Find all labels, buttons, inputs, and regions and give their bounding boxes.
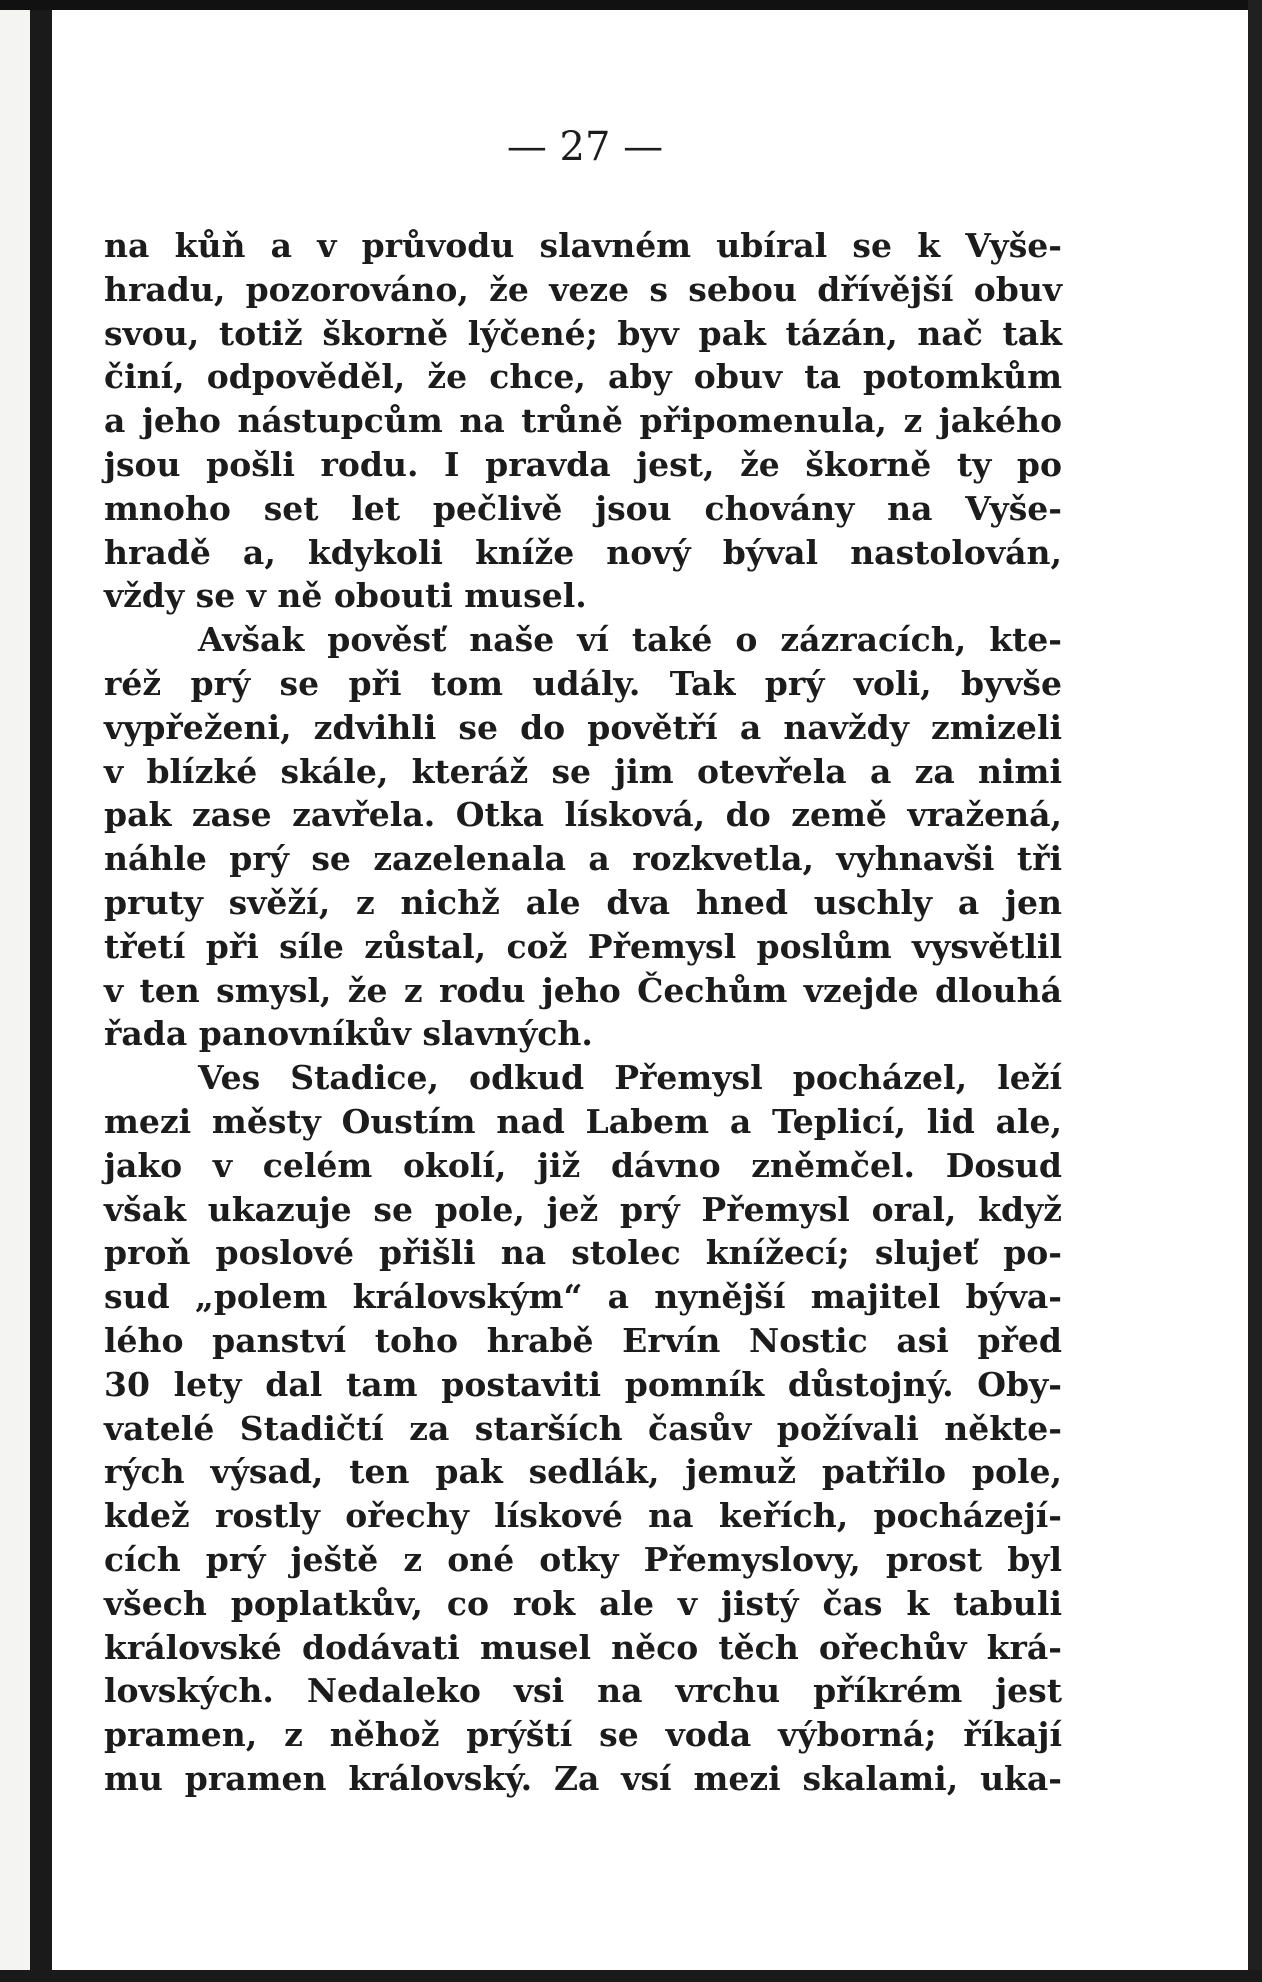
text-line: pramen, z něhož prýští se voda výborná; říkají	[104, 1715, 1062, 1755]
scan-edge-bottom	[0, 1970, 1262, 1982]
paragraph	[104, 618, 1062, 1056]
text-line: v blízké skále, kteráž se jim otevřela a za nimi	[104, 751, 1062, 791]
text-line: královské dodávati musel něco těch ořechův krá-	[104, 1627, 1062, 1667]
text-line: náhle prý se zazelenala a rozkvetla, vyhnavši tři	[104, 839, 1062, 879]
text-line: Avšak pověsť naše ví také o zázracích, kte-	[198, 620, 1062, 660]
text-line: réž prý se při tom udály. Tak prý voli, byvše	[104, 663, 1062, 703]
text-line: činí, odpověděl, že chce, aby obuv ta potomkům	[104, 357, 1062, 397]
text-line: lého panství toho hrabě Ervín Nostic asi před	[104, 1320, 1062, 1360]
scan-edge-right	[1248, 0, 1262, 1982]
text-line: třetí při síle zůstal, což Přemysl poslům vysvětlil	[104, 926, 1062, 966]
text-line: pruty svěží, z nichž ale dva hned uschly a jen	[104, 882, 1062, 922]
text-line: vatelé Stadičtí za starších časův požívali někte-	[104, 1408, 1062, 1448]
paragraph	[104, 224, 1062, 618]
text-line: hradu, pozorováno, že veze s sebou dřívější obuv	[104, 269, 1062, 309]
text-line: kdež rostly ořechy lískové na keřích, pocházejí-	[104, 1496, 1062, 1536]
text-line: však ukazuje se pole, jež prý Přemysl oral, když	[104, 1189, 1062, 1229]
text-line: vždy se v ně obouti musel.	[104, 576, 587, 616]
text-line: svou, totiž škorně lýčené; byv pak tázán, nač tak	[104, 313, 1062, 353]
text-line: vypřeženi, zdvihli se do povětří a navždy zmizeli	[104, 707, 1062, 747]
text-line: jako v celém okolí, již dávno zněmčel. Dosud	[104, 1145, 1062, 1185]
scan-margin-left	[0, 0, 30, 1982]
text-line: všech poplatkův, co rok ale v jistý čas k tabuli	[104, 1583, 1062, 1623]
paragraph	[104, 1056, 1062, 1801]
body-text	[104, 224, 1062, 1801]
text-line: proň poslové přišli na stolec knížecí; slujeť po-	[104, 1233, 1062, 1273]
text-line: Ves Stadice, odkud Přemysl pocházel, leží	[198, 1058, 1062, 1098]
page-number: — 27 —	[506, 124, 664, 170]
text-line: sud „polem královským“ a nynější majitel býva-	[104, 1277, 1062, 1317]
text-line: pak zase zavřela. Otka lísková, do země vražená,	[104, 795, 1062, 835]
text-line: v ten smysl, že z rodu jeho Čechům vzejde dlouhá	[104, 970, 1062, 1010]
text-line: rých výsad, ten pak sedlák, jemuž patřilo pole,	[104, 1452, 1062, 1492]
text-line: a jeho nástupcům na trůně připomenula, z jakého	[104, 401, 1062, 441]
text-line: 30 lety dal tam postaviti pomník důstojný. Oby-	[104, 1364, 1062, 1404]
text-line: mnoho set let pečlivě jsou chovány na Vyše-	[104, 488, 1062, 528]
text-line: jsou pošli rodu. I pravda jest, že škorně ty po	[104, 444, 1062, 484]
scan-edge-top	[0, 0, 1262, 10]
text-line: mezi městy Oustím nad Labem a Teplicí, lid ale,	[104, 1101, 1062, 1141]
text-line: na kůň a v průvodu slavném ubíral se k Vyše-	[104, 226, 1062, 265]
text-line: mu pramen královský. Za vsí mezi skalami, uka-	[104, 1758, 1062, 1798]
text-line: lovských. Nedaleko vsi na vrchu příkrém jest	[104, 1671, 1062, 1711]
text-line: cích prý ještě z oné otky Přemyslovy, prost byl	[104, 1539, 1062, 1579]
text-line: hradě a, kdykoli kníže nový býval nastolován,	[104, 532, 1062, 572]
text-line: řada panovníkův slavných.	[104, 1014, 593, 1054]
scan-edge-left	[30, 0, 52, 1982]
